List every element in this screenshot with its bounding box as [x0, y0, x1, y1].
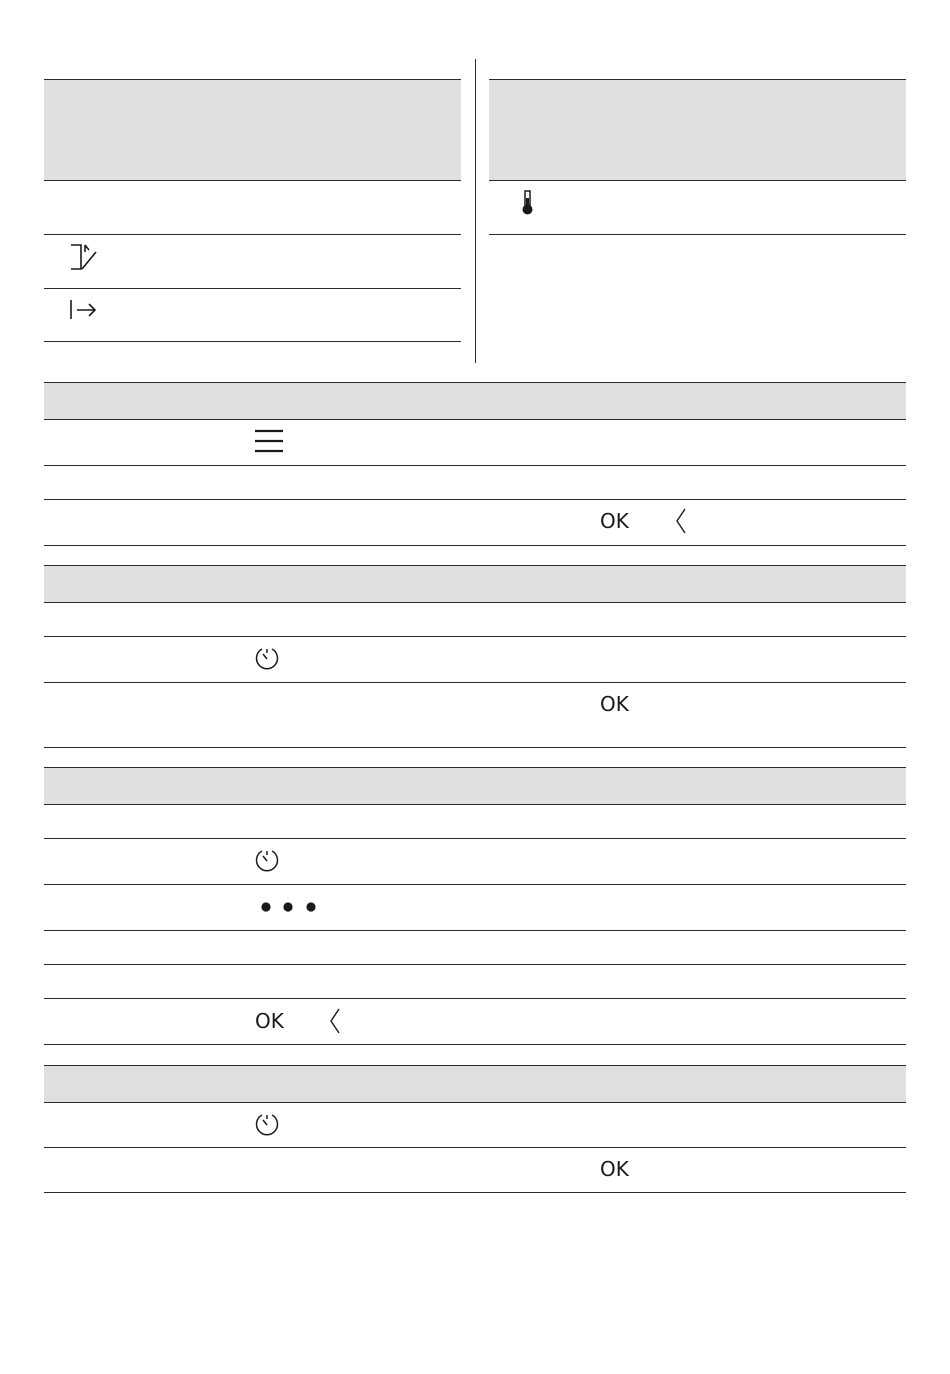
timer-icon	[254, 1111, 280, 1137]
ok-button-label: OK	[600, 1157, 629, 1181]
rule	[44, 1192, 906, 1193]
rule	[44, 682, 906, 683]
rule	[489, 180, 906, 181]
table-header	[489, 80, 906, 180]
ok-button-label: OK	[255, 1009, 284, 1033]
thermometer-icon	[519, 189, 535, 217]
rule	[44, 930, 906, 931]
rule	[44, 545, 906, 546]
ok-button-label: OK	[600, 509, 629, 533]
chevron-left-icon	[674, 507, 688, 535]
rule	[44, 804, 906, 805]
chevron-left-icon	[328, 1007, 342, 1035]
rule	[44, 747, 906, 748]
rule	[44, 499, 906, 500]
rule	[44, 1044, 906, 1045]
more-dots-icon	[260, 900, 320, 914]
table-header	[44, 383, 906, 419]
timer-icon	[254, 645, 280, 671]
rule	[44, 964, 906, 965]
rule	[44, 180, 461, 181]
table-header	[44, 80, 461, 180]
door-open-icon	[68, 243, 100, 271]
rule	[44, 884, 906, 885]
ok-button-label: OK	[600, 692, 629, 716]
rule	[44, 234, 461, 235]
rule	[44, 465, 906, 466]
menu-icon	[254, 428, 284, 454]
table-header	[44, 1066, 906, 1102]
timer-icon	[254, 847, 280, 873]
rule	[44, 419, 906, 420]
rule	[44, 998, 906, 999]
rule	[489, 234, 906, 235]
rule	[44, 1147, 906, 1148]
exit-arrow-icon	[68, 299, 98, 321]
rule	[44, 341, 461, 342]
table-header	[44, 566, 906, 602]
rule	[44, 636, 906, 637]
table-header	[44, 768, 906, 804]
rule	[44, 838, 906, 839]
rule	[44, 288, 461, 289]
column-divider	[475, 59, 476, 363]
rule	[44, 1102, 906, 1103]
rule	[44, 602, 906, 603]
